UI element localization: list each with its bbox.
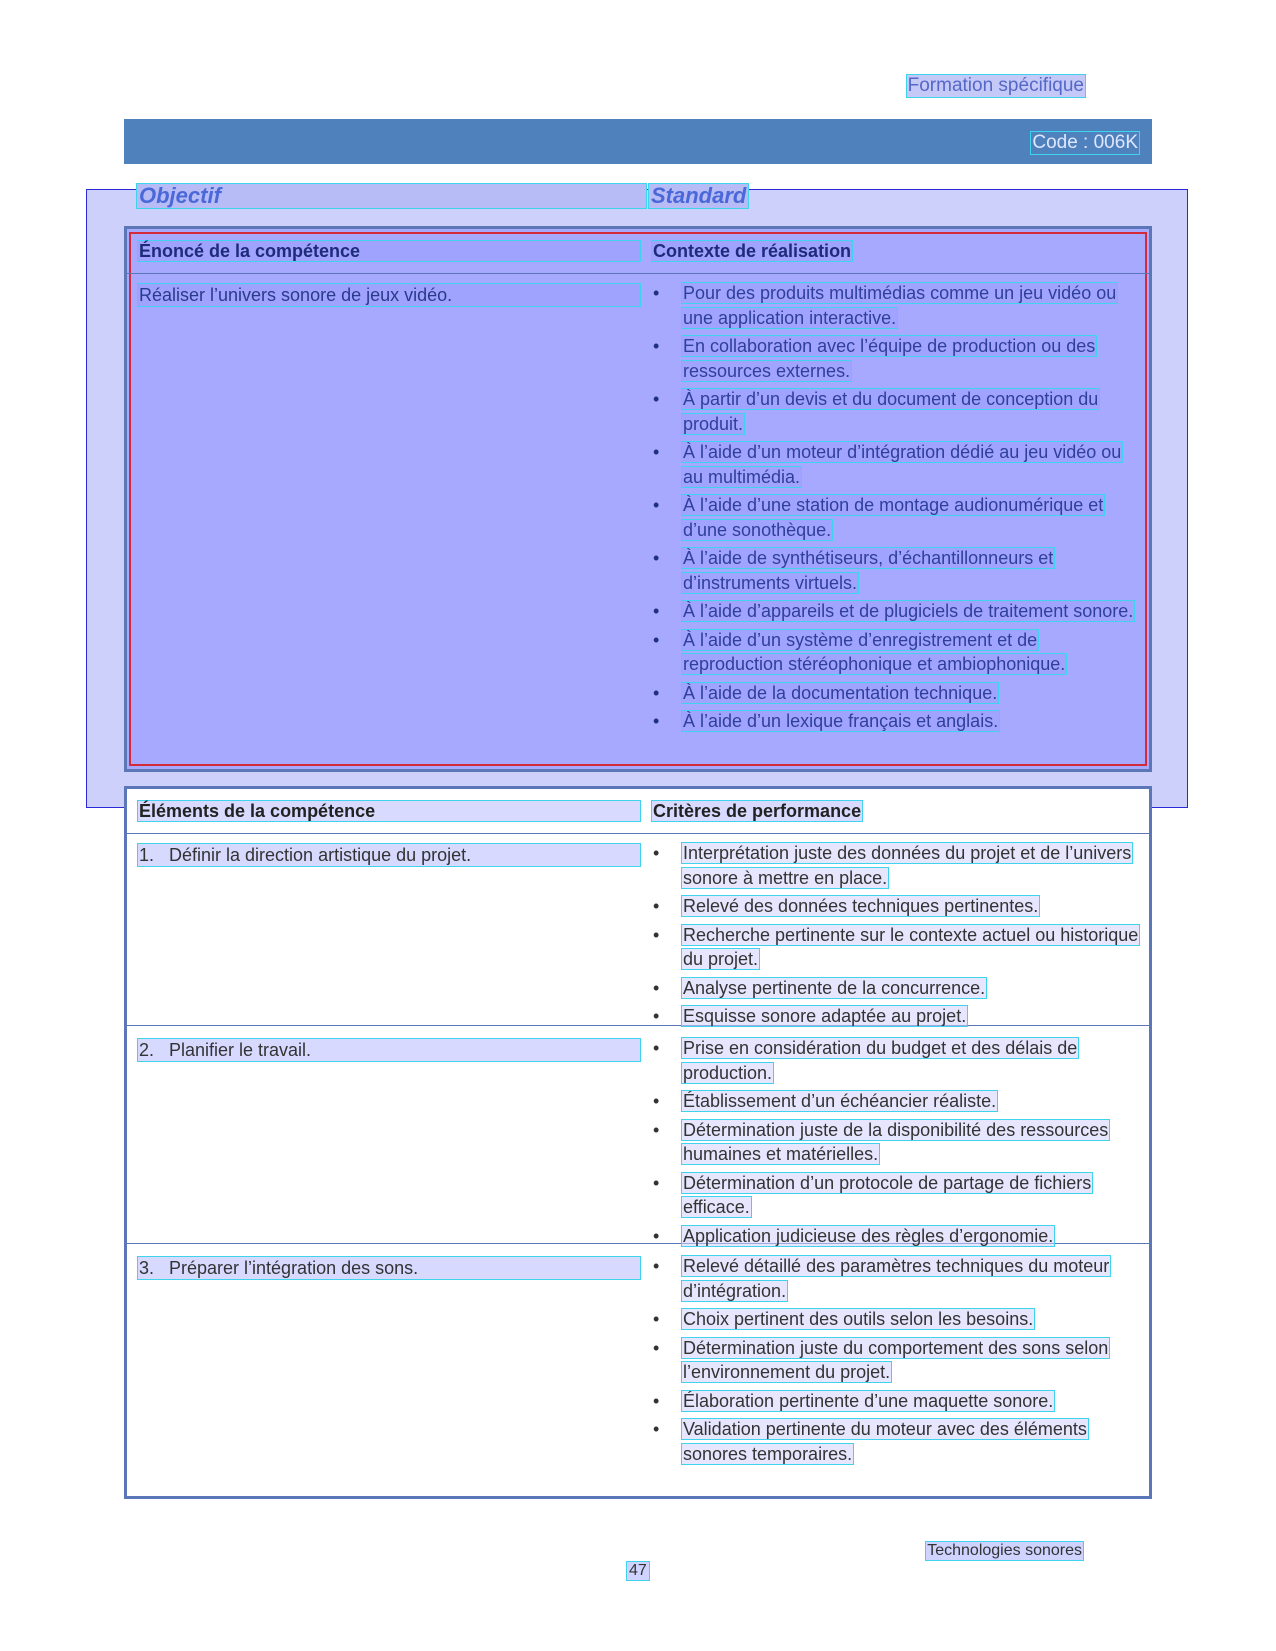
- criteres-list: [651, 1036, 1141, 1252]
- list-item-text: Esquisse sonore adaptée au projet.: [683, 1006, 967, 1026]
- list-item-text: À partir d’un devis et du document de conception du produit.: [683, 389, 1099, 434]
- list-item: [651, 387, 1141, 436]
- list-item: [651, 1389, 1141, 1414]
- list-item-text: Détermination d’un protocole de partage de fichiers efficace.: [683, 1172, 1092, 1217]
- list-item-text: Détermination juste de la disponibilité des ressources humaines et matérielles.: [683, 1119, 1109, 1164]
- element-item: [137, 1256, 641, 1280]
- list-item: [651, 493, 1141, 542]
- list-item: [651, 599, 1141, 624]
- bullet-icon: •: [653, 1006, 660, 1026]
- list-item-text: Relevé des données techniques pertinentes.: [683, 896, 1039, 916]
- list-item-text: Relevé détaillé des paramètres techniques du moteur d’intégration.: [683, 1256, 1110, 1301]
- list-item-text: Pour des produits multimédias comme un jeu vidéo ou une application interactive.: [683, 283, 1117, 328]
- enonce-text: Réaliser l’univers sonore de jeux vidéo.: [137, 283, 641, 307]
- bullet-icon: •: [653, 1172, 660, 1193]
- page-number: 47: [626, 1561, 650, 1581]
- heading-standard: Standard: [648, 183, 749, 209]
- element-text: Planifier le travail.: [169, 1040, 312, 1060]
- bullet-icon: •: [653, 1390, 660, 1411]
- list-item: [651, 281, 1141, 330]
- list-item-text: À l’aide d’un moteur d’intégration dédié au jeu vidéo ou au multimédia.: [683, 442, 1122, 487]
- element-number: 2.: [139, 1040, 155, 1060]
- list-item: [651, 709, 1141, 734]
- formation-label: Formation spécifique: [907, 75, 1084, 96]
- bullet-icon: •: [653, 629, 660, 650]
- bullet-icon: •: [653, 601, 660, 621]
- bullet-icon: •: [653, 1038, 660, 1058]
- bullet-icon: •: [653, 1337, 660, 1358]
- list-item-text: À l’aide de synthétiseurs, d’échantillonneurs et d’instruments virtuels.: [683, 548, 1054, 593]
- bullet-icon: •: [653, 682, 660, 703]
- bullet-icon: •: [653, 711, 660, 731]
- elements-table: [124, 786, 1152, 1499]
- criteres-list: [651, 841, 1141, 1033]
- list-item-text: En collaboration avec l’équipe de production ou des ressources externes.: [683, 336, 1096, 381]
- list-item-text: Analyse pertinente de la concurrence.: [683, 977, 986, 998]
- element-item: [137, 843, 641, 867]
- list-item-text: Recherche pertinente sur le contexte actuel ou historique du projet.: [683, 924, 1139, 969]
- element-item: [137, 1038, 641, 1062]
- footer-program: Technologies sonores: [927, 1542, 1082, 1559]
- list-item-text: À l’aide d’un système d’enregistrement et de reproduction stéréophonique et ambiophonique.: [683, 629, 1066, 674]
- list-item-text: Application judicieuse des règles d’ergonomie.: [683, 1225, 1054, 1246]
- list-item: [651, 546, 1141, 595]
- heading-objectif: Objectif: [136, 183, 647, 209]
- bullet-icon: •: [653, 1309, 660, 1329]
- bullet-icon: •: [653, 1256, 660, 1276]
- list-item: [651, 1224, 1141, 1249]
- bullet-icon: •: [653, 283, 660, 303]
- list-item-text: À l’aide d’un lexique français et anglais.: [683, 711, 999, 731]
- element-number: 3.: [139, 1258, 155, 1278]
- list-item: [651, 628, 1141, 677]
- bullet-icon: •: [653, 1225, 660, 1246]
- list-item-text: Établissement d’un échéancier réaliste.: [683, 1091, 997, 1111]
- list-item: [651, 1004, 1141, 1029]
- col-enonce: Énoncé de la compétence: [137, 240, 641, 262]
- list-item: [651, 976, 1141, 1001]
- list-item: [651, 1171, 1141, 1220]
- bullet-icon: •: [653, 843, 660, 863]
- col-contexte: Contexte de réalisation: [653, 241, 852, 261]
- list-item-text: À l’aide d’appareils et de plugiciels de traitement sonore.: [683, 601, 1134, 621]
- list-item: [651, 334, 1141, 383]
- element-text: Préparer l’intégration des sons.: [169, 1258, 419, 1278]
- bullet-icon: •: [653, 389, 660, 409]
- list-item-text: Validation pertinente du moteur avec des éléments sonores temporaires.: [683, 1419, 1087, 1464]
- list-item-text: À l’aide d’une station de montage audionumérique et d’une sonothèque.: [683, 495, 1104, 540]
- bullet-icon: •: [653, 896, 660, 916]
- bullet-icon: •: [653, 1419, 660, 1439]
- list-item-text: À l’aide de la documentation technique.: [683, 682, 998, 703]
- criteres-list: [651, 1254, 1141, 1470]
- list-item: [651, 923, 1141, 972]
- contexte-list: [651, 281, 1141, 738]
- list-item: [651, 1089, 1141, 1114]
- bullet-icon: •: [653, 442, 660, 462]
- bullet-icon: •: [653, 924, 660, 945]
- list-item: [651, 1417, 1141, 1466]
- bullet-icon: •: [653, 1119, 660, 1140]
- bullet-icon: •: [653, 1091, 660, 1111]
- col-elements: Éléments de la compétence: [137, 800, 641, 822]
- list-item: [651, 894, 1141, 919]
- list-item-text: Interprétation juste des données du projet et de l’univers sonore à mettre en place.: [683, 843, 1132, 888]
- col-criteres: Critères de performance: [653, 801, 862, 821]
- list-item: [651, 1118, 1141, 1167]
- competence-table: [124, 226, 1152, 772]
- elements-table-header: [127, 789, 1149, 834]
- code-label: Code : 006K: [1032, 132, 1138, 153]
- bullet-icon: •: [653, 495, 660, 515]
- code-banner: [124, 119, 1152, 164]
- list-item: [651, 1307, 1141, 1332]
- list-item-text: Choix pertinent des outils selon les besoins.: [683, 1309, 1034, 1329]
- list-item-text: Prise en considération du budget et des délais de production.: [683, 1038, 1078, 1083]
- list-item: [651, 1036, 1141, 1085]
- list-item-text: Détermination juste du comportement des sons selon l’environnement du projet.: [683, 1337, 1109, 1382]
- element-text: Définir la direction artistique du projet.: [169, 845, 472, 865]
- list-item: [651, 681, 1141, 706]
- competence-table-header: [127, 229, 1149, 274]
- list-item: [651, 1336, 1141, 1385]
- bullet-icon: •: [653, 336, 660, 356]
- list-item: [651, 440, 1141, 489]
- bullet-icon: •: [653, 548, 660, 568]
- bullet-icon: •: [653, 977, 660, 998]
- list-item: [651, 841, 1141, 890]
- element-number: 1.: [139, 845, 155, 865]
- list-item: [651, 1254, 1141, 1303]
- list-item-text: Élaboration pertinente d’une maquette sonore.: [683, 1390, 1054, 1411]
- section-headings: [136, 183, 1136, 209]
